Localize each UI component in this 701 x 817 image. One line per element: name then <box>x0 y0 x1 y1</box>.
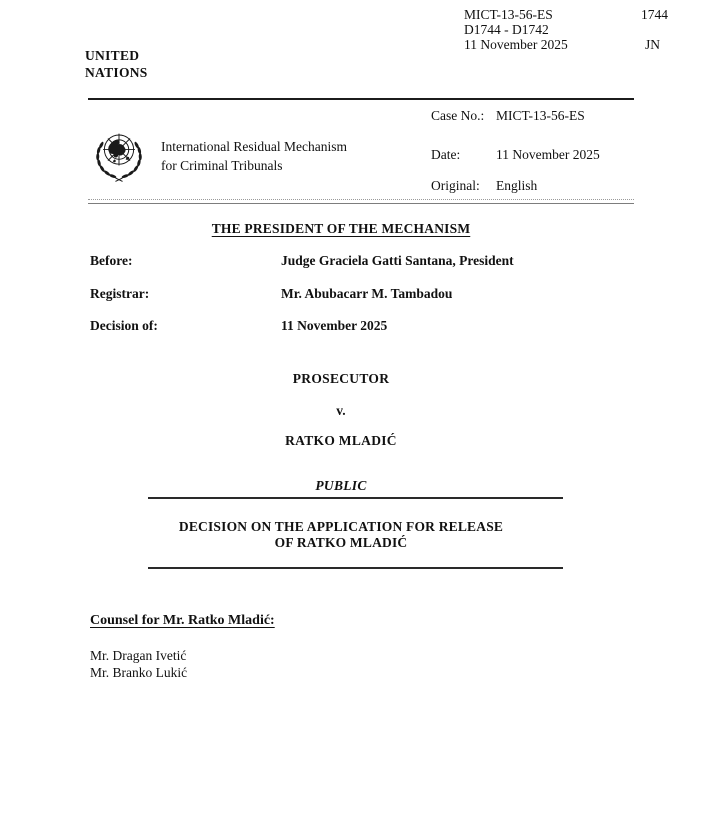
un-name <box>85 47 148 81</box>
original-language-value: English <box>496 178 538 193</box>
stamp-case-number: MICT-13-56-ES <box>464 7 553 22</box>
decision-title-line1: DECISION ON THE APPLICATION FOR RELEASE <box>178 519 504 534</box>
date-label: Date: <box>431 147 461 162</box>
counsel-name: Mr. Branko Lukić <box>90 665 188 680</box>
registrar-label: Registrar: <box>90 286 150 301</box>
decision-title-line2: OF RATKO MLADIĆ <box>274 535 408 550</box>
decision-of-label: Decision of: <box>90 318 158 333</box>
decision-title-bottom-rule <box>148 567 563 569</box>
versus-label: v. <box>336 403 346 418</box>
un-emblem-icon <box>88 122 150 186</box>
mechanism-name-line1: International Residual Mechanism <box>161 139 347 154</box>
decision-of-value: 11 November 2025 <box>281 318 388 333</box>
header-bottom-rule-dotted <box>88 199 634 200</box>
page-title: THE PRESIDENT OF THE MECHANISM <box>211 221 471 236</box>
counsel-name: Mr. Dragan Ivetić <box>90 648 187 663</box>
date-row <box>431 147 600 163</box>
un-name-line1: UNITED <box>85 48 140 63</box>
stamp-page-number: 1744 <box>641 7 668 22</box>
stamp-initials: JN <box>645 37 661 52</box>
party-accused: RATKO MLADIĆ <box>285 433 397 448</box>
mechanism-name <box>161 137 347 175</box>
party-prosecutor: PROSECUTOR <box>292 371 390 386</box>
header-bottom-rule <box>88 203 634 204</box>
mechanism-name-line2: for Criminal Tribunals <box>161 158 283 173</box>
date-value: 11 November 2025 <box>496 147 600 162</box>
case-number-row <box>431 108 585 124</box>
stamp-date: 11 November 2025 <box>464 37 568 52</box>
original-language-label: Original: <box>431 178 480 193</box>
un-name-line2: NATIONS <box>85 65 148 80</box>
classification-label: PUBLIC <box>315 478 367 493</box>
counsel-heading: Counsel for Mr. Ratko Mladić: <box>90 613 275 628</box>
before-label: Before: <box>90 253 133 268</box>
counsel-list <box>90 647 187 681</box>
decision-title-top-rule <box>148 497 563 499</box>
decision-title <box>48 519 634 551</box>
original-language-row <box>431 178 538 194</box>
registry-stamp <box>464 7 568 52</box>
before-value: Judge Graciela Gatti Santana, President <box>281 253 514 268</box>
case-number-label: Case No.: <box>431 108 485 123</box>
registrar-value: Mr. Abubacarr M. Tambadou <box>281 286 453 301</box>
header-top-rule <box>88 98 634 100</box>
stamp-document-range: D1744 - D1742 <box>464 22 549 37</box>
case-number-value: MICT-13-56-ES <box>496 108 585 123</box>
